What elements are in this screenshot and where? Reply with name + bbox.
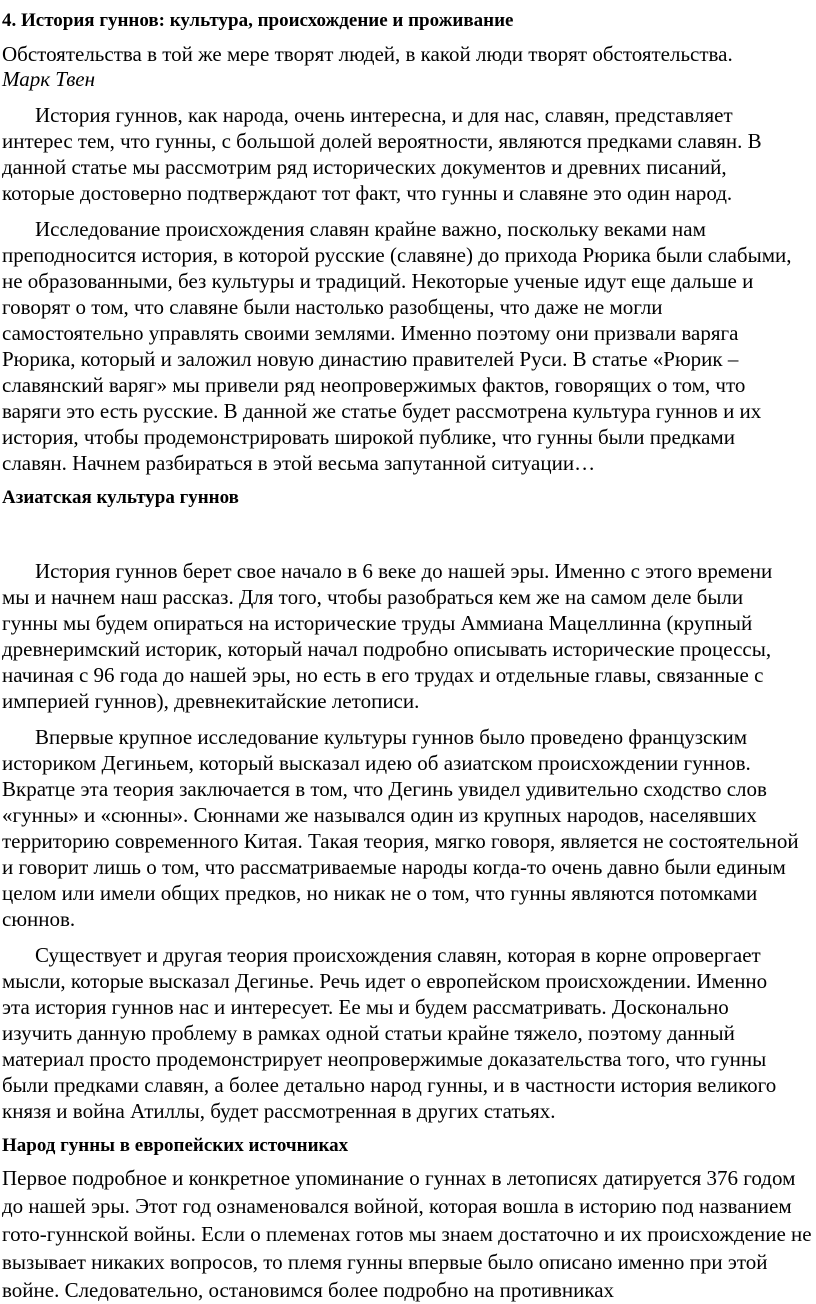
asian-paragraph-1: История гуннов берет свое начало в 6 веке до нашей эры. Именно с этого времени мы и начнем наш рассказ. Для того, чтобы разобраться кем же на самом деле были гунны мы будем опираться на исторические труды Аммиана Мацеллинна (крупный древнеримский историк, который начал подробно описывать исторические процессы, начиная с 96 года до нашей эры, но есть в его трудах и отдельные главы, связанные с империей гуннов), древнекитайские летописи. bbox=[2, 559, 773, 713]
epigraph-author: Марк Твен bbox=[2, 67, 96, 91]
intro-paragraph-2: Исследование происхождения славян крайне важно, поскольку веками нам преподносится история, в которой русские (славяне) до прихода Рюрика были слабыми, не образованными, без культуры и традиций. Некоторые ученые идут еще дальше и говорят о том, что славяне были настолько разобщены, что даже не могли самостоятельно управлять своими землями. Именно поэтому они призвали варяга Рюрика, который и заложил новую династию правителей Руси. В статье «Рюрик – славянский варяг» мы привели ряд неопровержимых фактов, говорящих о том, что варяги это есть русские. В данной же статье будет рассмотрена культура гуннов и их история, чтобы продемонстрировать широкой публике, что гунны были предками славян. Начнем разбираться в этой весьма запутанной ситуации… bbox=[2, 217, 792, 475]
epigraph bbox=[2, 42, 816, 92]
section-heading-european: Народ гунны в европейских источниках bbox=[2, 1135, 349, 1156]
section-heading-asian: Азиатская культура гуннов bbox=[2, 487, 239, 508]
intro-paragraph-1: История гуннов, как народа, очень интересна, и для нас, славян, представляет интерес тем, что гунны, с большой долей вероятности, являются предками славян. В данной статье мы рассмотрим ряд исторических документов и древних писаний, которые достоверно подтверждают тот факт, что гунны и славяне это один народ. bbox=[2, 103, 762, 205]
asian-paragraph-2: Впервые крупное исследование культуры гуннов было проведено французским историком Дегиньем, который высказал идею об азиатском происхождении гуннов. Вкратце эта теория заключается в том, что Дегинь увидел удивительно сходство слов «гунны» и «сюнны». Сюннами же назывался один из крупных народов, населявших территорию современного Китая. Такая теория, мягко говоря, является не состоятельной и говорит лишь о том, что рассматриваемые народы когда-то очень давно были единым целом или имели общих предков, но никак не о том, что гунны являются потомками сюннов. bbox=[2, 725, 799, 931]
document-title: 4. История гуннов: культура, происхождение и проживание bbox=[2, 10, 514, 31]
epigraph-quote: Обстоятельства в той же мере творят людей, в какой люди творят обстоятельства. bbox=[2, 42, 733, 66]
asian-paragraph-3: Существует и другая теория происхождения славян, которая в корне опровергает мысли, которые высказал Дегинье. Речь идет о европейском происхождении. Именно эта история гуннов нас и интересует. Ее мы и будем рассматривать. Досконально изучить данную проблему в рамках одной статьи крайне тяжело, поэтому данный материал просто продемонстрирует неопровержимые доказательства того, что гунны были предками славян, а более детально народ гунны, и в частности история великого князя и война Атиллы, будет рассмотренная в других статьях. bbox=[2, 943, 777, 1123]
european-paragraph-1: Первое подробное и конкретное упоминание о гуннах в летописях датируется 376 годом до нашей эры. Этот год ознаменовался войной, которая вошла в историю под названием гото-гуннской войны. Если о племенах готов мы знаем достаточно и их происхождение не вызывает никаких вопросов, то племя гунны впервые было описано именно при этой войне. Следовательно, остановимся более подробно на противниках bbox=[2, 1166, 812, 1302]
